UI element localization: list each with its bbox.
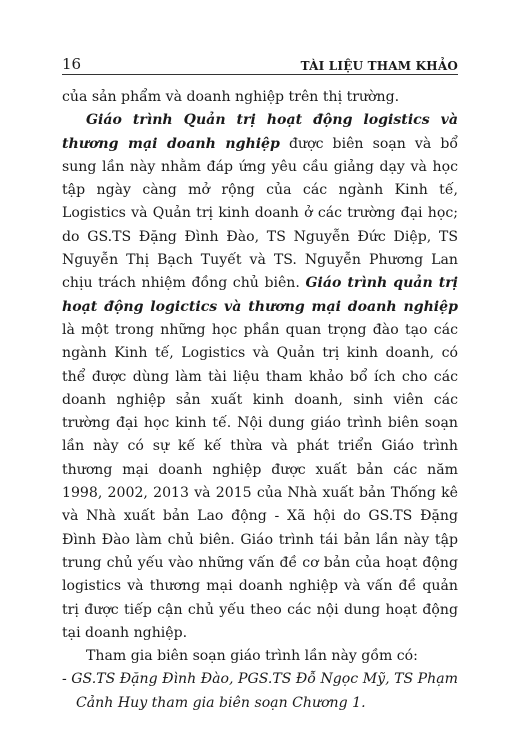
paragraph-textbook-intro (62, 109, 458, 645)
list-item: - GS.TS Đặng Đình Đào, PGS.TS Đỗ Ngọc Mỹ, TS Phạm Cảnh Huy tham gia biên soạn Chương 1. (62, 671, 458, 711)
textbook-title-emphasis: Giáo trình quản trị hoạt động logictics và thương mại doanh nghiệp (62, 275, 458, 315)
page-header (62, 50, 458, 72)
running-title: TÀI LIỆU THAM KHẢO (300, 59, 458, 73)
paragraph-text: là một trong những học phần quan trọng đào tạo các ngành Kinh tế, Logistics và Quản trị kinh doanh, có thể được dùng làm tài liệu tham khảo bổ ích cho các doanh nghiệp sản xuất kinh doanh, sinh viên các trường đại học kinh tế. Nội dung giáo trình biên soạn lần này có sự kế kế thừa và phát triển Giáo trình thương mại doanh nghiệp được xuất bản các năm 1998, 2002, 2013 và 2015 của Nhà xuất bản Thống kê và Nhà xuất bản Lao động - Xã hội do GS.TS Đặng Đình Đào làm chủ biên. Giáo trình tái bản lần này tập trung chủ yếu vào những vấn đề cơ bản của hoạt động logistics và thương mại doanh nghiệp và vấn đề quản trị được tiếp cận chủ yếu theo các nội dung hoạt động tại doanh nghiệp. (62, 321, 458, 641)
paragraph-text: được biên soạn và bổ sung lần này nhằm đáp ứng yêu cầu giảng dạy và học tập ngày càng mở rộng của các ngành Kinh tế, Logistics và Quản trị kinh doanh ở các trường đại học; do GS.TS Đặng Đình Đào, TS Nguyễn Đức Diệp, TS Nguyễn Thị Bạch Tuyết và TS. Nguyễn Phương Lan chịu trách nhiệm đồng chủ biên. (62, 135, 459, 292)
paragraph-continuation: của sản phẩm và doanh nghiệp trên thị trường. (62, 89, 400, 105)
page-number: 16 (62, 55, 82, 73)
paragraph-contributors-intro: Tham gia biên soạn giáo trình lần này gồm có: (86, 648, 418, 665)
textbook-title-emphasis: Giáo trình Quản trị hoạt động logistics và thương mại doanh nghiệp (62, 112, 458, 152)
body-text (62, 86, 458, 715)
header-divider (62, 74, 458, 75)
